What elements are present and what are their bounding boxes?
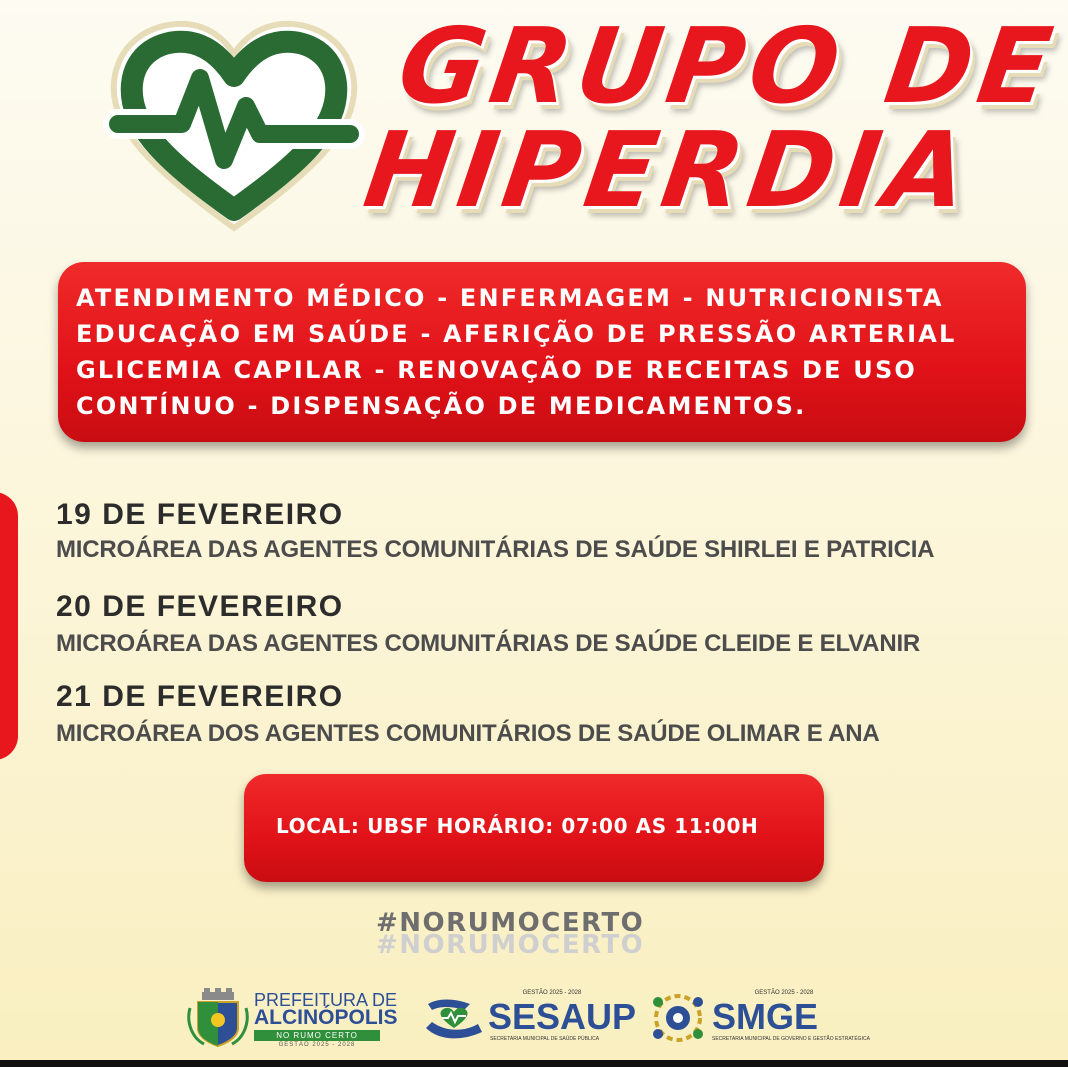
title-line-2: HIPERDIA — [357, 109, 982, 231]
heart-pulse-icon — [100, 14, 368, 242]
prefeitura-gestao: GESTÃO 2025 - 2028 — [278, 1042, 356, 1048]
smge-gestao: GESTÃO 2025 - 2028 — [754, 990, 814, 996]
schedule-date: 20 DE FEVEREIRO — [56, 590, 344, 623]
prefeitura-line1: PREFEITURA DE — [254, 990, 398, 1010]
bottom-bar — [0, 1060, 1068, 1067]
schedule-description: MICROÁREA DAS AGENTES COMUNITÁRIAS DE SAÚDE SHIRLEI E PATRICIA — [56, 536, 935, 563]
local-text: LOCAL: UBSF HORÁRIO: 07:00 AS 11:00H — [276, 814, 759, 838]
sesaup-subtitle: SECRETARIA MUNICIPAL DE SAÚDE PÚBLICA — [490, 1036, 600, 1042]
services-line: CONTÍNUO - DISPENSAÇÃO DE MEDICAMENTOS. — [76, 392, 807, 420]
services-line: GLICEMIA CAPILAR - RENOVAÇÃO DE RECEITAS DE USO — [76, 356, 918, 384]
hashtag: #NORUMOCERTO — [376, 908, 645, 938]
smge-subtitle: SECRETARIA MUNICIPAL DE GOVERNO E GESTÃO ESTRATÉGICA — [712, 1036, 870, 1042]
local-box — [244, 774, 824, 882]
crest-icon — [186, 988, 250, 1050]
schedule-date: 19 DE FEVEREIRO — [56, 498, 344, 531]
smge-logo — [650, 988, 870, 1050]
side-accent-tab — [0, 492, 18, 760]
services-line: ATENDIMENTO MÉDICO - ENFERMAGEM - NUTRICIONISTA — [76, 284, 944, 312]
prefeitura-logo — [186, 988, 396, 1052]
sesaup-gestao: GESTÃO 2025 - 2028 — [522, 990, 582, 996]
services-line: EDUCAÇÃO EM SAÚDE - AFERIÇÃO DE PRESSÃO ARTERIAL — [76, 320, 957, 348]
sesaup-name: SESAUP — [488, 996, 637, 1037]
schedule-date: 21 DE FEVEREIRO — [56, 680, 344, 713]
prefeitura-line2: ALCINÓPOLIS — [254, 1006, 398, 1029]
hands-heart-icon — [424, 994, 486, 1044]
schedule-description: MICROÁREA DOS AGENTES COMUNITÁRIOS DE SAÚDE OLIMAR E ANA — [56, 720, 880, 747]
schedule-description: MICROÁREA DAS AGENTES COMUNITÁRIAS DE SAÚDE CLEIDE E ELVANIR — [56, 630, 921, 657]
hashtag-shadow: #NORUMOCERTO — [376, 930, 645, 960]
gear-network-icon — [650, 990, 706, 1046]
title-line-1: GRUPO DE — [391, 5, 1065, 127]
prefeitura-tagline: NO RUMO CERTO — [254, 1030, 380, 1041]
smge-name: SMGE — [712, 996, 819, 1037]
services-box — [58, 262, 1026, 442]
sesaup-logo — [424, 990, 637, 1050]
